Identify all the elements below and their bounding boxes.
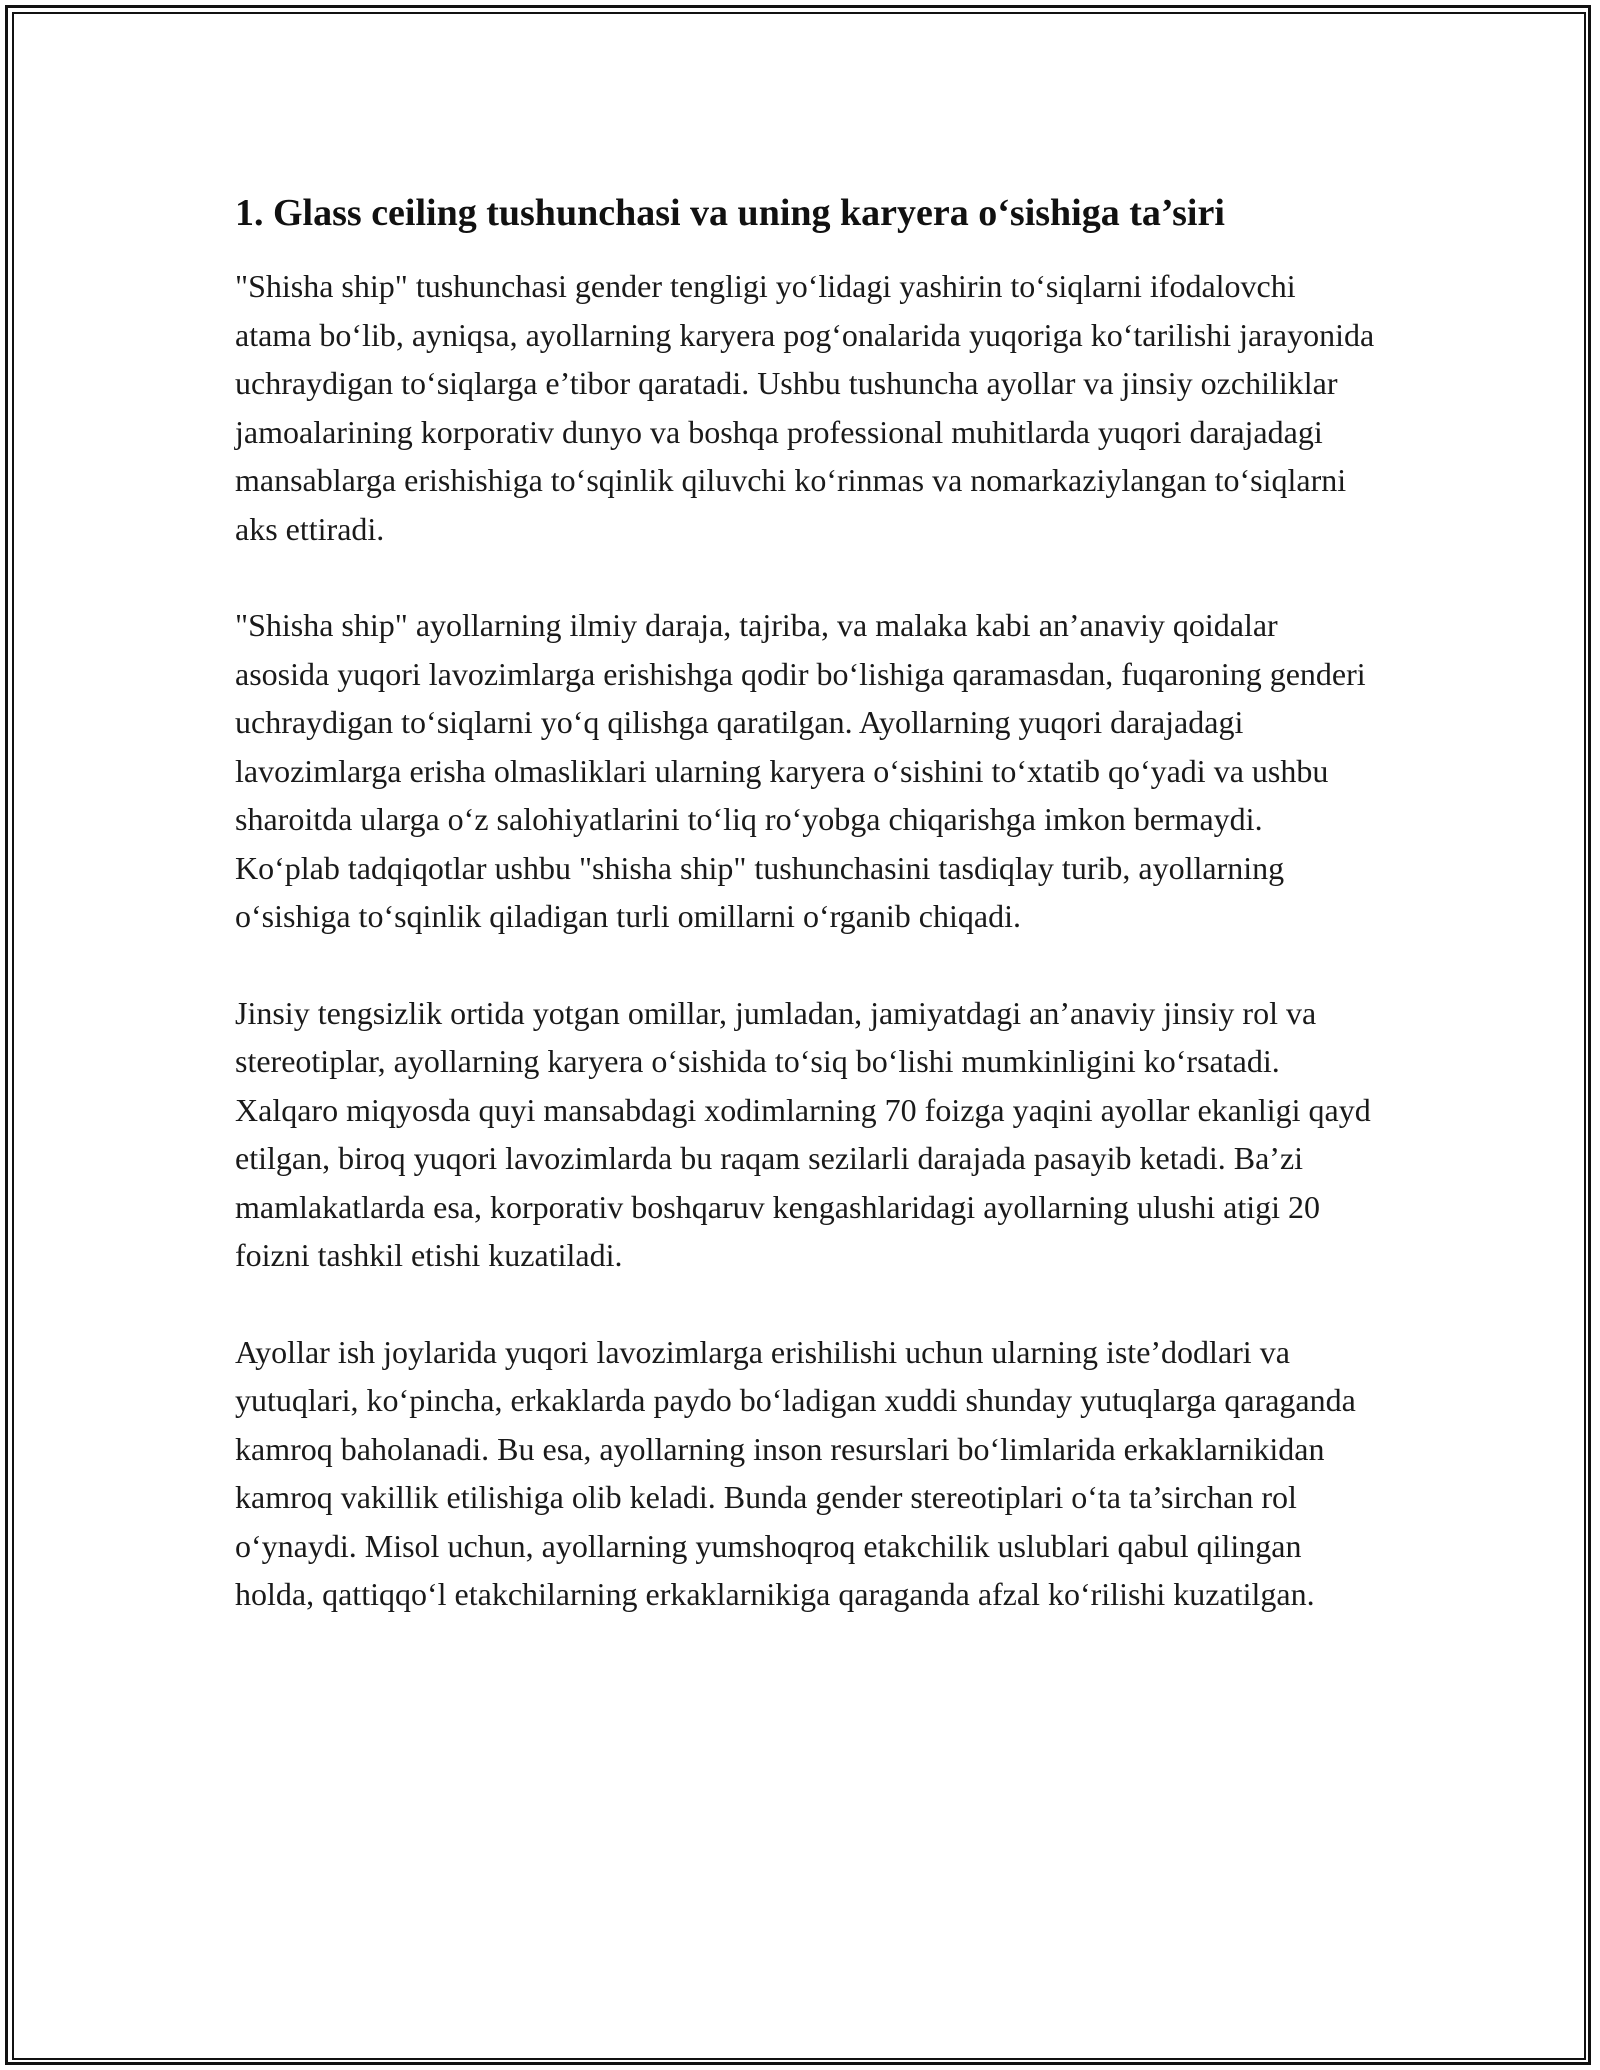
paragraph-3: Jinsiy tengsizlik ortida yotgan omillar, jumladan, jamiyatdagi an’anaviy jinsiy rol va stereotiplar, ayollarning karyera o‘sishida to‘siq bo‘lishi mumkinligini ko‘rsatadi. Xalqaro miqyosda quyi mansabdagi xodimlarning 70 foizga yaqini ayollar ekanligi qayd etilgan, biroq yuqori lavozimlarda bu raqam sezilarli darajada pasayib ketadi. Ba’zi mamlakatlarda esa, korporativ boshqaruv kengashlaridagi ayollarning ulushi atigi 20 foizni tashkil etishi kuzatiladi. [235,994,1371,1273]
paragraph-2: "Shisha ship" ayollarning ilmiy daraja, tajriba, va malaka kabi an’anaviy qoidalar asosida yuqori lavozimlarga erishishga qodir bo‘lishiga qaramasdan, fuqaroning genderi uchraydigan to‘siqlarni yo‘q qilishga qaratilgan. Ayollarning yuqori darajadagi lavozimlarga erisha olmasliklari ularning karyera o‘sishini to‘xtatib qo‘yadi va ushbu sharoitda ularga o‘z salohiyatlarini to‘liq ro‘yobga chiqarishga imkon bermaydi. Ko‘plab tadqiqotlar ushbu "shisha ship" tushunchasini tasdiqlay turib, ayollarning o‘sishiga to‘sqinlik qiladigan turli omillarni o‘rganib chiqadi. [235,607,1366,934]
paragraph-1: "Shisha ship" tushunchasi gender tengligi yo‘lidagi yashirin to‘siqlarni ifodalovchi atama bo‘lib, ayniqsa, ayollarning karyera pog‘onalarida yuqoriga ko‘tarilishi jarayonida uchraydigan to‘siqlarga e’tibor qaratadi. Ushbu tushuncha ayollar va jinsiy ozchiliklar jamoalarining korporativ dunyo va boshqa professional muhitlarda yuqori darajadagi mansablarga erishishiga to‘sqinlik qiluvchi ko‘rinmas va nomarkaziylangan to‘siqlarni aks ettiradi. [235,268,1375,547]
document-body [235,186,1375,1667]
paragraph-4: Ayollar ish joylarida yuqori lavozimlarga erishilishi uchun ularning iste’dodlari va yutuqlari, ko‘pincha, erkaklarda paydo bo‘ladigan xuddi shunday yutuqlarga qaraganda kamroq baholanadi. Bu esa, ayollarning inson resurslari bo‘limlarida erkaklarnikidan kamroq vakillik etilishiga olib keladi. Bunda gender stereotiplari o‘ta ta’sirchan rol o‘ynaydi. Misol uchun, ayollarning yumshoqroq etakchilik uslublari qabul qilingan holda, qattiqqo‘l etakchilarning erkaklarnikiga qaraganda afzal ko‘rilishi kuzatilgan. [235,1333,1356,1612]
section-heading: 1. Glass ceiling tushunchasi va uning karyera o‘sishiga ta’siri [235,192,1225,234]
